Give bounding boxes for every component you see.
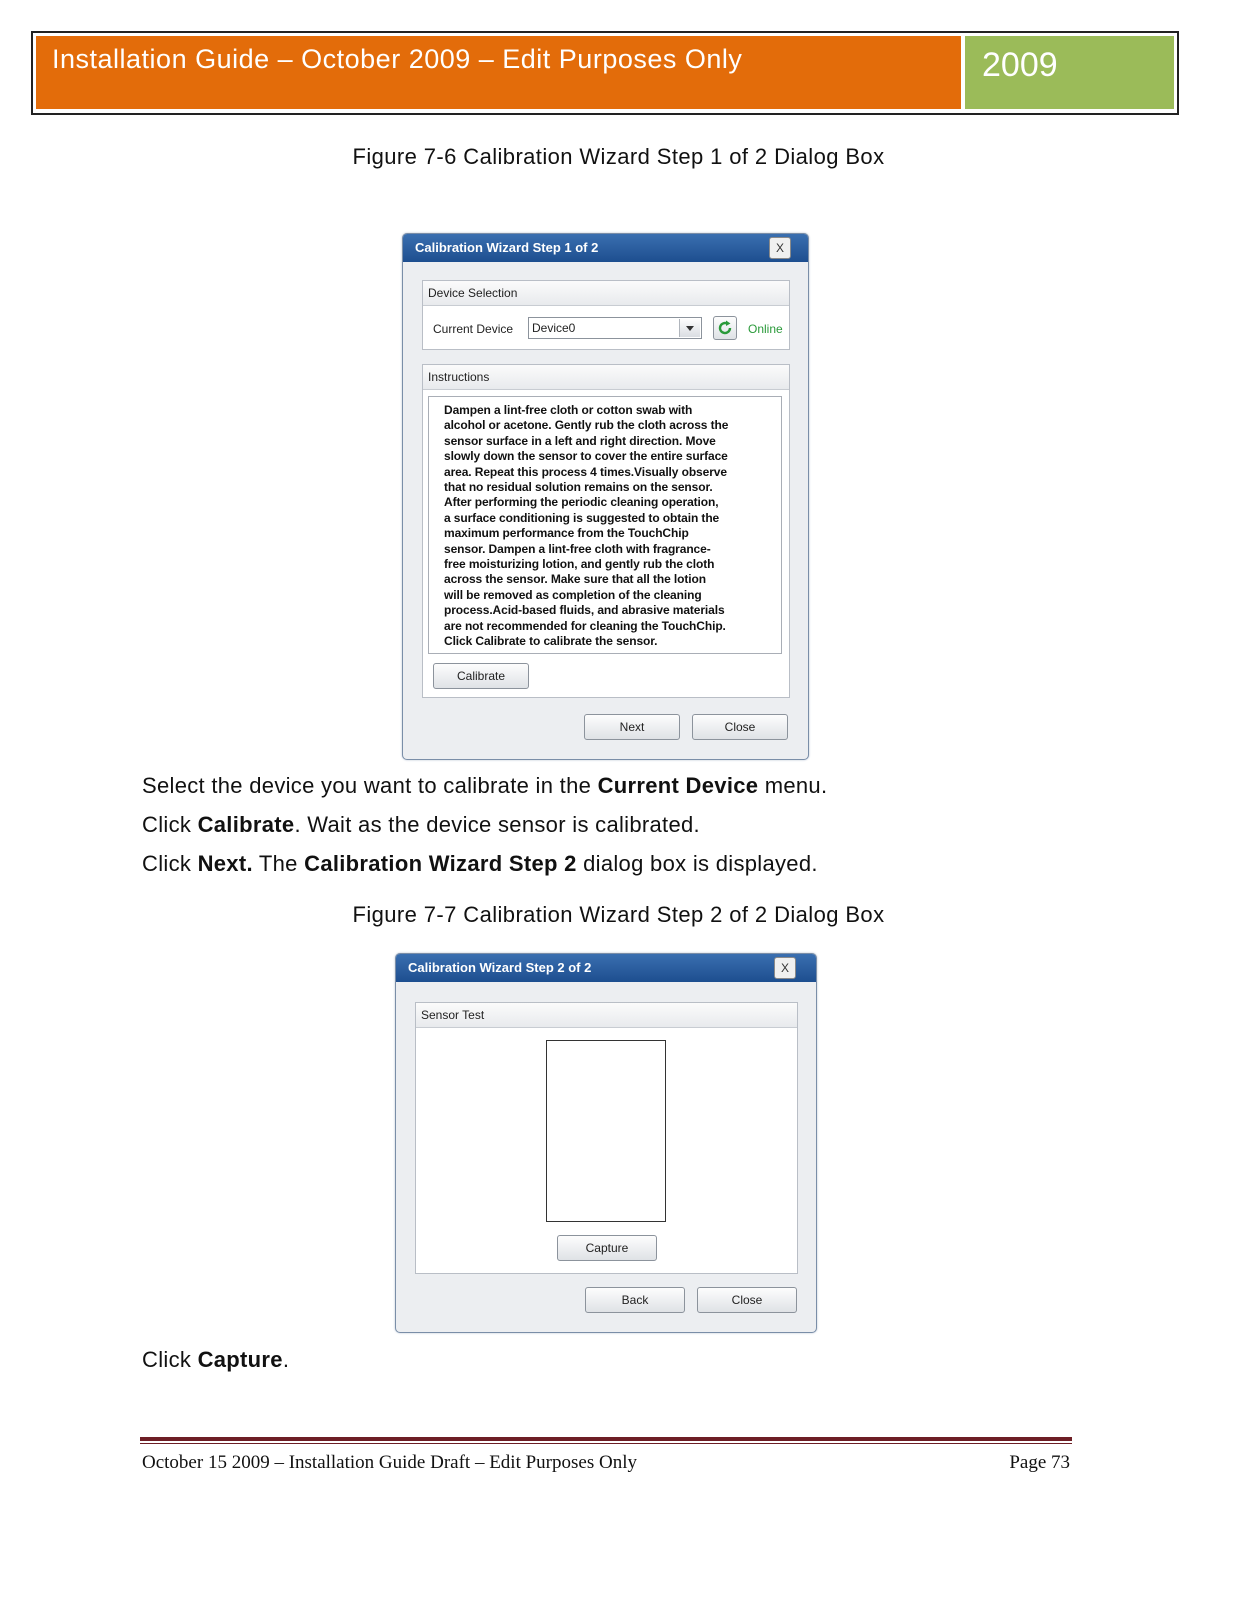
calibration-step2-dialog bbox=[395, 953, 817, 1333]
step-click-next bbox=[142, 851, 818, 877]
step-bold-text: Capture bbox=[197, 1347, 283, 1372]
step-bold-text: Current Device bbox=[597, 773, 759, 798]
instruction-line: are not recommended for cleaning the TouchChip. bbox=[444, 618, 726, 633]
header-year: 2009 bbox=[982, 46, 1058, 84]
instruction-line: process.Acid-based fluids, and abrasive materials bbox=[444, 603, 725, 618]
instruction-line: sensor. Dampen a lint-free cloth with fragrance- bbox=[444, 541, 711, 556]
device-status: Online bbox=[748, 322, 783, 336]
page-number: Page 73 bbox=[1009, 1452, 1070, 1473]
step-text: Select the device you want to calibrate in the bbox=[142, 773, 598, 798]
device-select-value: Device0 bbox=[532, 321, 576, 335]
dialog-title: Calibration Wizard Step 2 of 2 bbox=[408, 960, 592, 975]
instruction-line: will be removed as completion of the cleaning bbox=[444, 587, 702, 602]
instruction-line: area. Repeat this process 4 times.Visually observe bbox=[444, 464, 727, 479]
calibration-step1-dialog bbox=[402, 233, 809, 760]
next-button[interactable]: Next bbox=[584, 714, 680, 740]
sensor-test-group bbox=[415, 1002, 798, 1274]
step-text: Click bbox=[142, 812, 198, 837]
footer-rule-thin bbox=[140, 1443, 1072, 1444]
close-button[interactable]: Close bbox=[692, 714, 788, 740]
step-text: Click bbox=[142, 851, 198, 876]
header-title: Installation Guide – October 2009 – Edit Purposes Only bbox=[52, 44, 743, 74]
current-device-label: Current Device bbox=[433, 322, 514, 336]
capture-button[interactable]: Capture bbox=[557, 1235, 657, 1261]
instruction-line: a surface conditioning is suggested to obtain the bbox=[444, 510, 720, 525]
instruction-line: across the sensor. Make sure that all the lotion bbox=[444, 572, 706, 587]
fingerprint-preview bbox=[546, 1040, 666, 1222]
close-button[interactable]: Close bbox=[697, 1287, 797, 1313]
step-bold-text: Calibrate bbox=[197, 812, 295, 837]
instruction-line: sensor surface in a left and right direction. Move bbox=[444, 433, 716, 448]
device-select[interactable] bbox=[528, 317, 702, 339]
footer-text: October 15 2009 – Installation Guide Draft – Edit Purposes Only bbox=[142, 1452, 637, 1473]
instructions-header bbox=[423, 365, 789, 390]
dialog-close-button[interactable]: X bbox=[769, 237, 791, 259]
step-text: Click bbox=[142, 1347, 198, 1372]
figure-1-caption: Figure 7-6 Calibration Wizard Step 1 of 2 Dialog Box bbox=[352, 144, 885, 169]
sensor-test-label: Sensor Test bbox=[421, 1008, 485, 1022]
sensor-test-header bbox=[416, 1003, 797, 1028]
device-selection-label: Device Selection bbox=[428, 286, 518, 300]
step-click-calibrate bbox=[142, 812, 700, 838]
calibrate-button[interactable]: Calibrate bbox=[433, 663, 529, 689]
figure-2-caption: Figure 7-7 Calibration Wizard Step 2 of 2 Dialog Box bbox=[352, 902, 885, 927]
instruction-line: slowly down the sensor to cover the entire surface bbox=[444, 449, 728, 464]
device-selection-header bbox=[423, 281, 789, 306]
instruction-line: After performing the periodic cleaning operation, bbox=[444, 495, 719, 510]
step-text: The bbox=[252, 851, 305, 876]
step-click-capture bbox=[142, 1347, 289, 1373]
dialog-close-button[interactable]: X bbox=[774, 957, 796, 979]
chevron-down-icon[interactable] bbox=[679, 319, 700, 337]
step-text: dialog box is displayed. bbox=[576, 851, 818, 876]
step-text: . bbox=[282, 1347, 290, 1372]
device-selection-group bbox=[422, 280, 790, 350]
refresh-icon bbox=[714, 317, 736, 339]
dialog-title: Calibration Wizard Step 1 of 2 bbox=[415, 240, 599, 255]
instruction-line: maximum performance from the TouchChip bbox=[444, 526, 689, 541]
step-bold-text: Calibration Wizard Step 2 bbox=[304, 851, 577, 876]
step-text: menu. bbox=[758, 773, 828, 798]
step-bold-text: Next. bbox=[197, 851, 253, 876]
instructions-text-box bbox=[428, 396, 782, 654]
instructions-text bbox=[444, 403, 781, 650]
step-text: . Wait as the device sensor is calibrated. bbox=[294, 812, 700, 837]
step-select-device bbox=[142, 773, 827, 799]
instruction-line: alcohol or acetone. Gently rub the cloth across the bbox=[444, 418, 729, 433]
instructions-group bbox=[422, 364, 790, 698]
back-button[interactable]: Back bbox=[585, 1287, 685, 1313]
instructions-label: Instructions bbox=[428, 370, 490, 384]
instruction-line: free moisturizing lotion, and gently rub the cloth bbox=[444, 557, 715, 572]
instruction-line: Dampen a lint-free cloth or cotton swab with bbox=[444, 403, 693, 417]
footer-rule bbox=[140, 1437, 1072, 1441]
refresh-button[interactable] bbox=[713, 316, 737, 340]
instruction-line: that no residual solution remains on the sensor. bbox=[444, 480, 713, 495]
instruction-line: Click Calibrate to calibrate the sensor. bbox=[444, 634, 658, 649]
